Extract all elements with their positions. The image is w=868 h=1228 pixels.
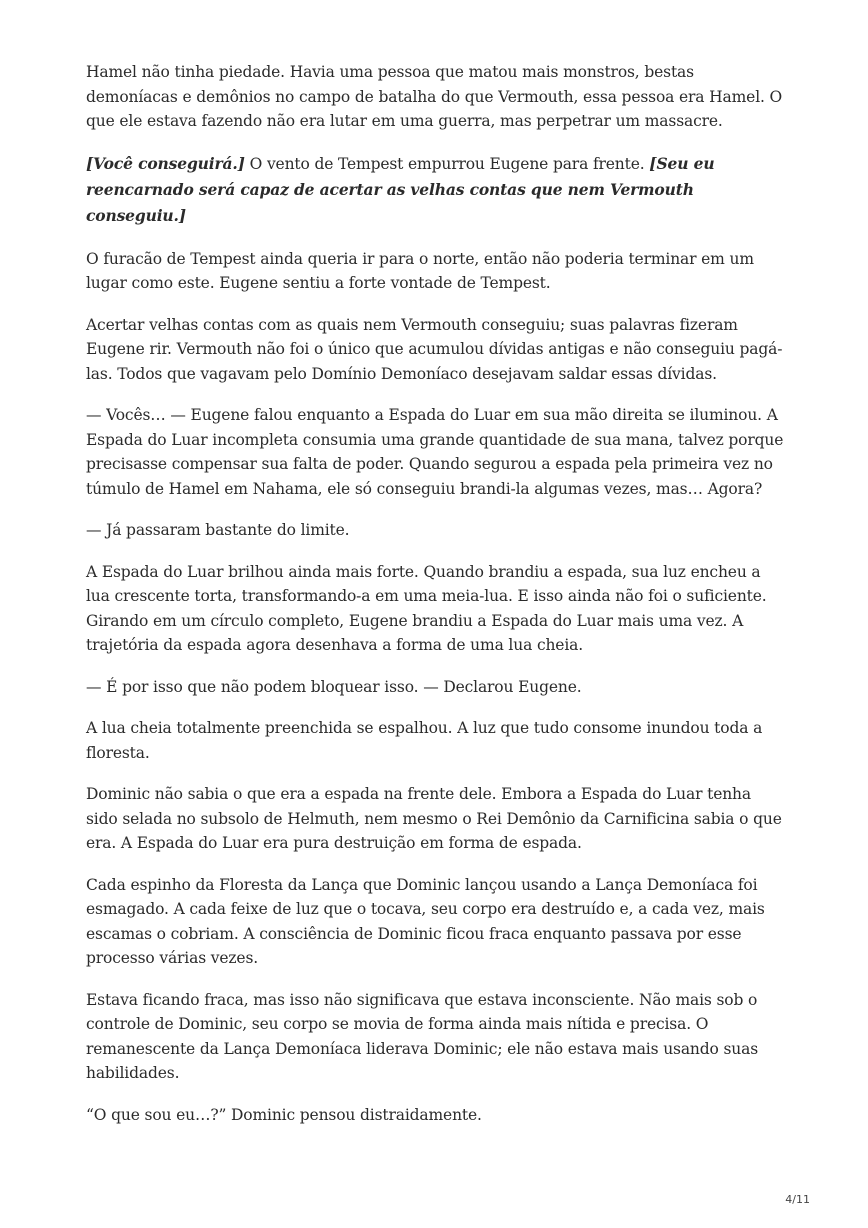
paragraph-old-debts: Acertar velhas contas com as quais nem Vermouth conseguiu; suas palavras fizeram Eugene rir. Vermouth não foi o único que acumulou dívidas antigas e não conseguiu pagá-las. Todos que vagavam pelo Domínio Demoníaco desejavam saldar essas dívidas. (86, 315, 783, 383)
paragraph-tempest-speech (86, 151, 786, 229)
tempest-speech-1: [Você conseguirá.] (86, 153, 245, 173)
paragraph-light-floods: A lua cheia totalmente preenchida se espalhou. A luz que tudo consome inundou toda a floresta. (86, 719, 763, 762)
page-number: 4/11 (785, 1193, 810, 1206)
paragraph-dominic-unknown: Dominic não sabia o que era a espada na frente dele. Embora a Espada do Luar tenha sido selada no subsolo de Helmuth, nem mesmo o Rei Demônio da Carnificina sabia o que era. A Espada do Luar era pura destruição em forma de espada. (86, 785, 782, 852)
paragraph-full-moon-swing: A Espada do Luar brilhou ainda mais forte. Quando brandiu a espada, sua luz encheu a lua crescente torta, transformando-a em uma meia-lua. E isso ainda não foi o suficiente. Girando em um círculo completo, Eugene brandiu a Espada do Luar mais uma vez. A trajetória da espada agora desenhava a forma de uma lua cheia. (86, 562, 767, 654)
tempest-speech-2: [Seu eu reencarnado será capaz de acertar as velhas contas que nem Vermouth conseguiu.] (86, 153, 715, 225)
tempest-narration: O vento de Tempest empurrou Eugene para frente. (244, 154, 650, 173)
paragraph-spear-forest: Cada espinho da Floresta da Lança que Dominic lançou usando a Lança Demoníaca foi esmagado. A cada feixe de luz que o tocava, seu corpo era destruído e, a cada vez, mais escamas o cobriam. A consciência de Dominic ficou fraca enquanto passava por esse processo várias vezes. (86, 875, 765, 967)
paragraph-past-limit: — Já passaram bastante do limite. (86, 521, 350, 539)
paragraph-weakening: Estava ficando fraca, mas isso não significava que estava inconsciente. Não mais sob o controle de Dominic, seu corpo se movia de forma ainda mais nítida e precisa. O remanescente da Lança Demoníaca liderava Dominic; ele não estava mais usando suas habilidades. (86, 990, 759, 1082)
paragraph-eugene-declares: — É por isso que não podem bloquear isso. — Declarou Eugene. (86, 677, 582, 696)
paragraph-tempest-north: O furacão de Tempest ainda queria ir para o norte, então não poderia terminar em um lugar como este. Eugene sentiu a forte vontade de Tempest. (86, 249, 754, 292)
paragraph-dominic-thinks: “O que sou eu…?” Dominic pensou distraidamente. (86, 1105, 482, 1124)
paragraph-moonlight-sword: — Vocês… — Eugene falou enquanto a Espada do Luar em sua mão direita se iluminou. A Espada do Luar incompleta consumia uma grande quantidade de sua mana, talvez porque precisasse compensar sua falta de poder. Quando segurou a espada pela primeira vez no túmulo de Hamel em Nahama, ele só conseguiu brandi-la algumas vezes, mas… Agora? (86, 406, 784, 498)
paragraph-hamel-massacre: Hamel não tinha piedade. Havia uma pessoa que matou mais monstros, bestas demoníacas e demônios no campo de batalha do que Vermouth, essa pessoa era Hamel. O que ele estava fazendo não era lutar em uma guerra, mas perpetrar um massacre. (86, 63, 783, 130)
document-body (86, 60, 786, 1144)
